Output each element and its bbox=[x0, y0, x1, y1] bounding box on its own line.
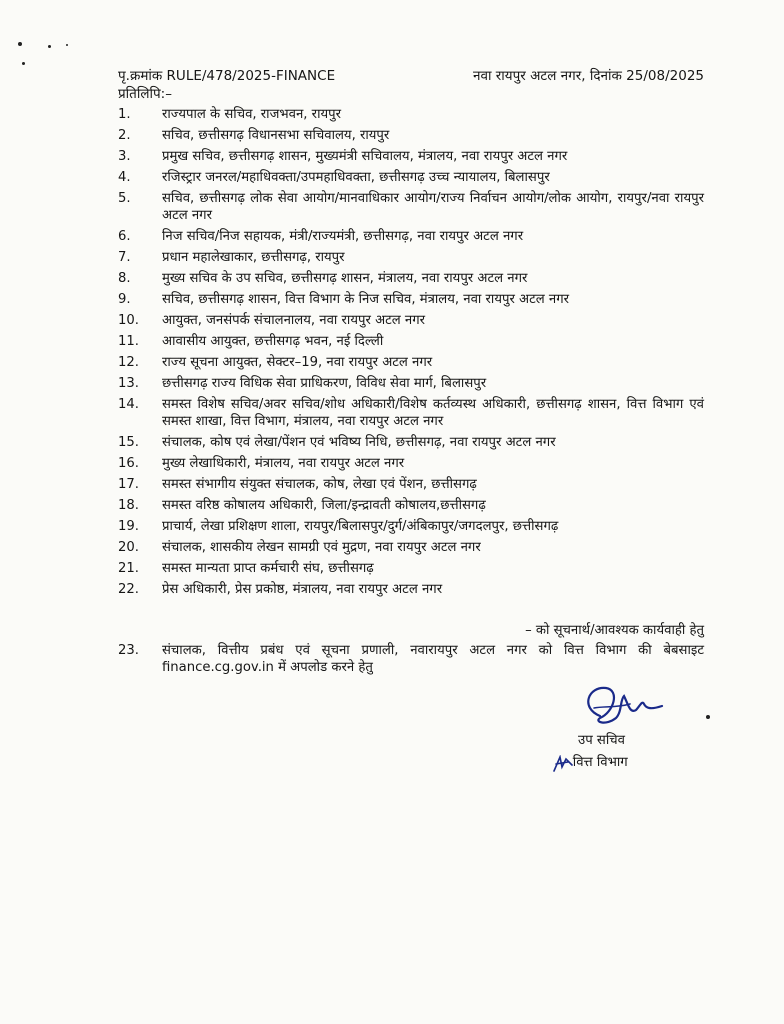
item-text: प्रधान महालेखाकार, छत्तीसगढ़, रायपुर bbox=[162, 250, 345, 265]
item-number: 23. bbox=[118, 643, 139, 658]
item-text: संचालक, कोष एवं लेखा/पेंशन एवं भविष्य निधि, छत्तीसगढ़, नवा रायपुर अटल नगर bbox=[162, 435, 556, 450]
item-text: प्रमुख सचिव, छत्तीसगढ़ शासन, मुख्यमंत्री सचिवालय, मंत्रालय, नवा रायपुर अटल नगर bbox=[162, 149, 568, 164]
scan-speck bbox=[48, 45, 51, 48]
item-text: निज सचिव/निज सहायक, मंत्री/राज्यमंत्री, छत्तीसगढ़, नवा रायपुर अटल नगर bbox=[162, 229, 524, 244]
scan-speck bbox=[66, 44, 68, 46]
item-text: समस्त विशेष सचिव/अवर सचिव/शोध अधिकारी/विशेष कर्तव्यस्थ अधिकारी, छत्तीसगढ़ शासन, वित्त विभाग एवं समस्त शाखा, वित्त विभाग, मंत्रालय, नवा रायपुर अटल नगर bbox=[162, 397, 704, 429]
copy-to-heading: प्रतिलिपि:– bbox=[118, 86, 172, 102]
item-number: 1. bbox=[118, 107, 131, 122]
distribution-item bbox=[118, 560, 704, 577]
item-number: 5. bbox=[118, 191, 131, 206]
item-text: मुख्य लेखाधिकारी, मंत्रालय, नवा रायपुर अटल नगर bbox=[162, 456, 405, 471]
item-number: 16. bbox=[118, 456, 139, 471]
scan-speck bbox=[22, 62, 25, 65]
distribution-item bbox=[118, 228, 704, 245]
item-number: 13. bbox=[118, 376, 139, 391]
distribution-item bbox=[118, 497, 704, 514]
item-text: छत्तीसगढ़ राज्य विधिक सेवा प्राधिकरण, विविध सेवा मार्ग, बिलासपुर bbox=[162, 376, 487, 391]
signatory-designation: उप सचिव bbox=[578, 733, 625, 748]
scan-speck bbox=[18, 42, 22, 46]
item-number: 9. bbox=[118, 292, 131, 307]
scan-speck bbox=[706, 715, 710, 719]
item-number: 18. bbox=[118, 498, 139, 513]
item-text: सचिव, छत्तीसगढ़ शासन, वित्त विभाग के निज सचिव, मंत्रालय, नवा रायपुर अटल नगर bbox=[162, 292, 570, 307]
item-text: राज्य सूचना आयुक्त, सेक्टर–19, नवा रायपुर अटल नगर bbox=[162, 355, 433, 370]
item-text: मुख्य सचिव के उप सचिव, छत्तीसगढ़ शासन, मंत्रालय, नवा रायपुर अटल नगर bbox=[162, 271, 528, 286]
item-number: 19. bbox=[118, 519, 139, 534]
item-number: 11. bbox=[118, 334, 139, 349]
item-number: 10. bbox=[118, 313, 139, 328]
distribution-item bbox=[118, 375, 704, 392]
item-number: 14. bbox=[118, 397, 139, 412]
item-text: संचालक, वित्तीय प्रबंध एवं सूचना प्रणाली, नवारायपुर अटल नगर को वित्त विभाग की बेबसाइट finance.cg.gov.in में अपलोड करने हेतु bbox=[162, 643, 704, 675]
item-text: सचिव, छत्तीसगढ़ लोक सेवा आयोग/मानवाधिकार आयोग/राज्य निर्वाचन आयोग/लोक आयोग, रायपुर/नवा रायपुर अटल नगर bbox=[162, 191, 704, 223]
item-number: 7. bbox=[118, 250, 131, 265]
signature-image bbox=[570, 678, 680, 738]
distribution-item bbox=[118, 518, 704, 535]
distribution-item bbox=[118, 106, 704, 123]
item-text: आयुक्त, जनसंपर्क संचालनालय, नवा रायपुर अटल नगर bbox=[162, 313, 426, 328]
item-number: 4. bbox=[118, 170, 131, 185]
item-text: आवासीय आयुक्त, छत्तीसगढ़ भवन, नई दिल्ली bbox=[162, 334, 384, 349]
distribution-item bbox=[118, 190, 704, 224]
letter-date: नवा रायपुर अटल नगर, दिनांक 25/08/2025 bbox=[473, 68, 704, 84]
distribution-item bbox=[118, 270, 704, 287]
item-number: 3. bbox=[118, 149, 131, 164]
item-text: राज्यपाल के सचिव, राजभवन, रायपुर bbox=[162, 107, 342, 122]
item-number: 22. bbox=[118, 582, 139, 597]
distribution-item-23 bbox=[118, 642, 704, 676]
distribution-item bbox=[118, 434, 704, 451]
item-number: 20. bbox=[118, 540, 139, 555]
item-number: 8. bbox=[118, 271, 131, 286]
distribution-item bbox=[118, 396, 704, 430]
distribution-item bbox=[118, 249, 704, 266]
department-name: वित्त विभाग bbox=[572, 755, 628, 770]
signatory-department bbox=[556, 752, 628, 770]
distribution-item bbox=[118, 455, 704, 472]
distribution-item bbox=[118, 581, 704, 598]
item-number: 12. bbox=[118, 355, 139, 370]
item-text: संचालक, शासकीय लेखन सामग्री एवं मुद्रण, नवा रायपुर अटल नगर bbox=[162, 540, 481, 555]
item-text: प्राचार्य, लेखा प्रशिक्षण शाला, रायपुर/बिलासपुर/दुर्ग/अंबिकापुर/जगदलपुर, छत्तीसगढ़ bbox=[162, 519, 559, 534]
action-note: – को सूचनार्थ/आवश्यक कार्यवाही हेतु bbox=[525, 623, 704, 638]
item-text: सचिव, छत्तीसगढ़ विधानसभा सचिवालय, रायपुर bbox=[162, 128, 390, 143]
distribution-item bbox=[118, 476, 704, 493]
item-number: 17. bbox=[118, 477, 139, 492]
distribution-item bbox=[118, 312, 704, 329]
item-number: 15. bbox=[118, 435, 139, 450]
distribution-item bbox=[118, 148, 704, 165]
distribution-item bbox=[118, 539, 704, 556]
item-number: 21. bbox=[118, 561, 139, 576]
distribution-item bbox=[118, 354, 704, 371]
item-text: समस्त वरिष्ठ कोषालय अधिकारी, जिला/इन्द्रावती कोषालय,छत्तीसगढ़ bbox=[162, 498, 486, 513]
distribution-item bbox=[118, 127, 704, 144]
distribution-item bbox=[118, 291, 704, 308]
item-number: 6. bbox=[118, 229, 131, 244]
item-text: प्रेस अधिकारी, प्रेस प्रकोष्ठ, मंत्रालय, नवा रायपुर अटल नगर bbox=[162, 582, 443, 597]
item-number: 2. bbox=[118, 128, 131, 143]
distribution-list bbox=[118, 106, 704, 602]
reference-number: पृ.क्रमांक RULE/478/2025-FINANCE bbox=[118, 68, 336, 84]
distribution-item bbox=[118, 333, 704, 350]
item-text: रजिस्ट्रार जनरल/महाधिवक्ता/उपमहाधिवक्ता, छत्तीसगढ़ उच्च न्यायालय, बिलासपुर bbox=[162, 170, 550, 185]
distribution-item bbox=[118, 169, 704, 186]
item-text: समस्त संभागीय संयुक्त संचालक, कोष, लेखा एवं पेंशन, छत्तीसगढ़ bbox=[162, 477, 477, 492]
item-text: समस्त मान्यता प्राप्त कर्मचारी संघ, छत्तीसगढ़ bbox=[162, 561, 374, 576]
